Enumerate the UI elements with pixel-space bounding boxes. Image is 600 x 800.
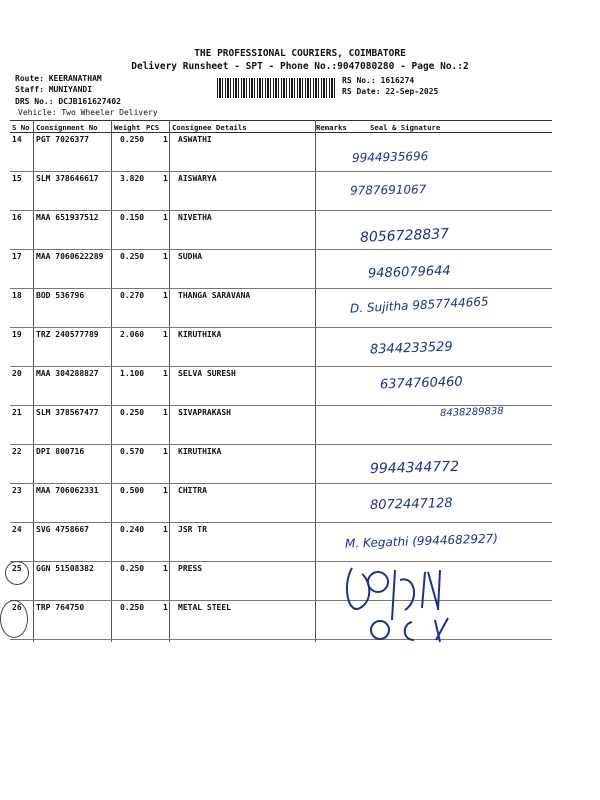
col-weight: Weight bbox=[114, 123, 141, 132]
row-sno: 16 bbox=[12, 213, 22, 222]
col-seal: Seal & Signature bbox=[370, 123, 441, 132]
row-weight: 0.250 bbox=[120, 252, 145, 261]
row-consignment: GGN 51508382 bbox=[36, 564, 94, 573]
row-handwritten-signature: 9944935696 bbox=[351, 149, 429, 165]
row-consignment: PGT 7026377 bbox=[36, 135, 89, 144]
row-weight: 2.060 bbox=[120, 330, 145, 339]
row-sno: 23 bbox=[12, 486, 22, 495]
row-divider bbox=[10, 405, 552, 406]
row-consignee: CHITRA bbox=[178, 486, 207, 495]
row-divider bbox=[10, 639, 552, 640]
row-weight: 0.250 bbox=[120, 564, 145, 573]
col-remarks: Remarks bbox=[316, 123, 347, 132]
row-divider bbox=[10, 210, 552, 211]
row-pcs: 1 bbox=[163, 174, 168, 183]
row-sno: 22 bbox=[12, 447, 22, 456]
row-divider bbox=[10, 249, 552, 250]
row-weight: 3.820 bbox=[120, 174, 145, 183]
row-divider bbox=[10, 522, 552, 523]
row-consignment: MAA 706062331 bbox=[36, 486, 99, 495]
row-divider bbox=[10, 483, 552, 484]
col-divider bbox=[315, 120, 316, 642]
row-pcs: 1 bbox=[163, 447, 168, 456]
row-pcs: 1 bbox=[163, 603, 168, 612]
row-handwritten-signature: 8072447128 bbox=[369, 495, 453, 514]
col-pcs: PCS bbox=[146, 123, 160, 132]
row-sno: 26 bbox=[12, 603, 22, 612]
row-pcs: 1 bbox=[163, 486, 168, 495]
row-consignment: SLM 378567477 bbox=[36, 408, 99, 417]
row-divider bbox=[10, 444, 552, 445]
row-consignee: SIVAPRAKASH bbox=[178, 408, 231, 417]
row-handwritten-signature: 9787691067 bbox=[349, 182, 427, 198]
staff-label: Staff: MUNIYANDI bbox=[15, 85, 93, 94]
handwritten-circle-25 bbox=[5, 561, 29, 585]
row-sno: 20 bbox=[12, 369, 22, 378]
row-divider bbox=[10, 600, 552, 601]
row-weight: 0.240 bbox=[120, 525, 145, 534]
row-consignee: NIVETHA bbox=[178, 213, 212, 222]
row-consignee: SUDHA bbox=[178, 252, 203, 261]
handwritten-circle-26 bbox=[0, 600, 28, 638]
row-consignment: SVG 4758667 bbox=[36, 525, 89, 534]
row-sno: 15 bbox=[12, 174, 22, 183]
row-handwritten-signature: D. Sujitha 9857744665 bbox=[349, 294, 489, 316]
row-consignee: KIRUTHIKA bbox=[178, 330, 222, 339]
row-weight: 0.150 bbox=[120, 213, 145, 222]
row-handwritten-signature: 8344233529 bbox=[369, 339, 453, 358]
row-consignment: DPI 800716 bbox=[36, 447, 85, 456]
row-handwritten-signature: 9944344772 bbox=[369, 458, 460, 478]
row-consignee: ASWATHI bbox=[178, 135, 212, 144]
row-consignee: SELVA SURESH bbox=[178, 369, 236, 378]
row-sno: 19 bbox=[12, 330, 22, 339]
barcode-image bbox=[217, 78, 337, 98]
row-weight: 0.250 bbox=[120, 603, 145, 612]
row-consignee: THANGA SARAVANA bbox=[178, 291, 251, 300]
col-consignee: Consignee Details bbox=[172, 123, 247, 132]
runsheet-subtitle: Delivery Runsheet - SPT - Phone No.:9047080280 - Page No.:2 bbox=[131, 61, 469, 72]
row-sno: 24 bbox=[12, 525, 22, 534]
row-divider bbox=[10, 327, 552, 328]
company-title: THE PROFESSIONAL COURIERS, COIMBATORE bbox=[194, 48, 406, 59]
row-divider bbox=[10, 561, 552, 562]
row-handwritten-signature: 9486079644 bbox=[367, 263, 451, 282]
row-consignee: PRESS bbox=[178, 564, 203, 573]
row-weight: 0.250 bbox=[120, 408, 145, 417]
row-sno: 25 bbox=[12, 564, 22, 573]
row-pcs: 1 bbox=[163, 564, 168, 573]
row-pcs: 1 bbox=[163, 369, 168, 378]
row-consignment: BOD 536796 bbox=[36, 291, 85, 300]
row-sno: 17 bbox=[12, 252, 22, 261]
route-label: Route: KEERANATHAM bbox=[15, 74, 102, 83]
row-handwritten-signature: 8056728837 bbox=[359, 226, 450, 246]
drs-label: DRS No.: DCJB161627402 bbox=[15, 97, 121, 106]
row-divider bbox=[10, 171, 552, 172]
row-divider bbox=[10, 366, 552, 367]
row-consignee: METAL STEEL bbox=[178, 603, 231, 612]
row-handwritten-signature: 6374760460 bbox=[379, 374, 463, 393]
row-pcs: 1 bbox=[163, 408, 168, 417]
col-divider bbox=[111, 120, 112, 642]
row-weight: 0.250 bbox=[120, 135, 145, 144]
row-weight: 1.100 bbox=[120, 369, 145, 378]
col-consignment: Consignment No bbox=[36, 123, 98, 132]
row-sno: 14 bbox=[12, 135, 22, 144]
header-bottom-border bbox=[10, 132, 552, 133]
row-pcs: 1 bbox=[163, 525, 168, 534]
row-pcs: 1 bbox=[163, 135, 168, 144]
row-consignment: TRZ 240577789 bbox=[36, 330, 99, 339]
row-consignment: TRP 764750 bbox=[36, 603, 85, 612]
row-consignment: MAA 304288827 bbox=[36, 369, 99, 378]
row-consignment: MAA 651937512 bbox=[36, 213, 99, 222]
rs-date: RS Date: 22-Sep-2025 bbox=[342, 87, 439, 96]
row-handwritten-signature: M. Kegathi (9944682927) bbox=[344, 531, 499, 551]
vehicle-label: Vehicle: Two Wheeler Delivery bbox=[18, 108, 158, 117]
row-consignee: JSR TR bbox=[178, 525, 207, 534]
row-pcs: 1 bbox=[163, 291, 168, 300]
handwritten-signature-scribble bbox=[340, 560, 470, 645]
row-consignee: KIRUTHIKA bbox=[178, 447, 222, 456]
table-top-border bbox=[10, 120, 552, 121]
row-weight: 0.570 bbox=[120, 447, 145, 456]
row-sno: 21 bbox=[12, 408, 22, 417]
row-consignment: MAA 7060622289 bbox=[36, 252, 104, 261]
row-consignee: AISWARYA bbox=[178, 174, 217, 183]
row-weight: 0.270 bbox=[120, 291, 145, 300]
row-divider bbox=[10, 288, 552, 289]
col-sno: S No bbox=[12, 123, 30, 132]
col-divider bbox=[33, 120, 34, 642]
col-divider bbox=[169, 120, 170, 642]
row-handwritten-signature: 8438289838 bbox=[439, 405, 504, 420]
row-pcs: 1 bbox=[163, 213, 168, 222]
row-consignment: SLM 378646617 bbox=[36, 174, 99, 183]
rs-number: RS No.: 1616274 bbox=[342, 76, 415, 85]
row-pcs: 1 bbox=[163, 330, 168, 339]
row-weight: 0.500 bbox=[120, 486, 145, 495]
row-pcs: 1 bbox=[163, 252, 168, 261]
row-sno: 18 bbox=[12, 291, 22, 300]
